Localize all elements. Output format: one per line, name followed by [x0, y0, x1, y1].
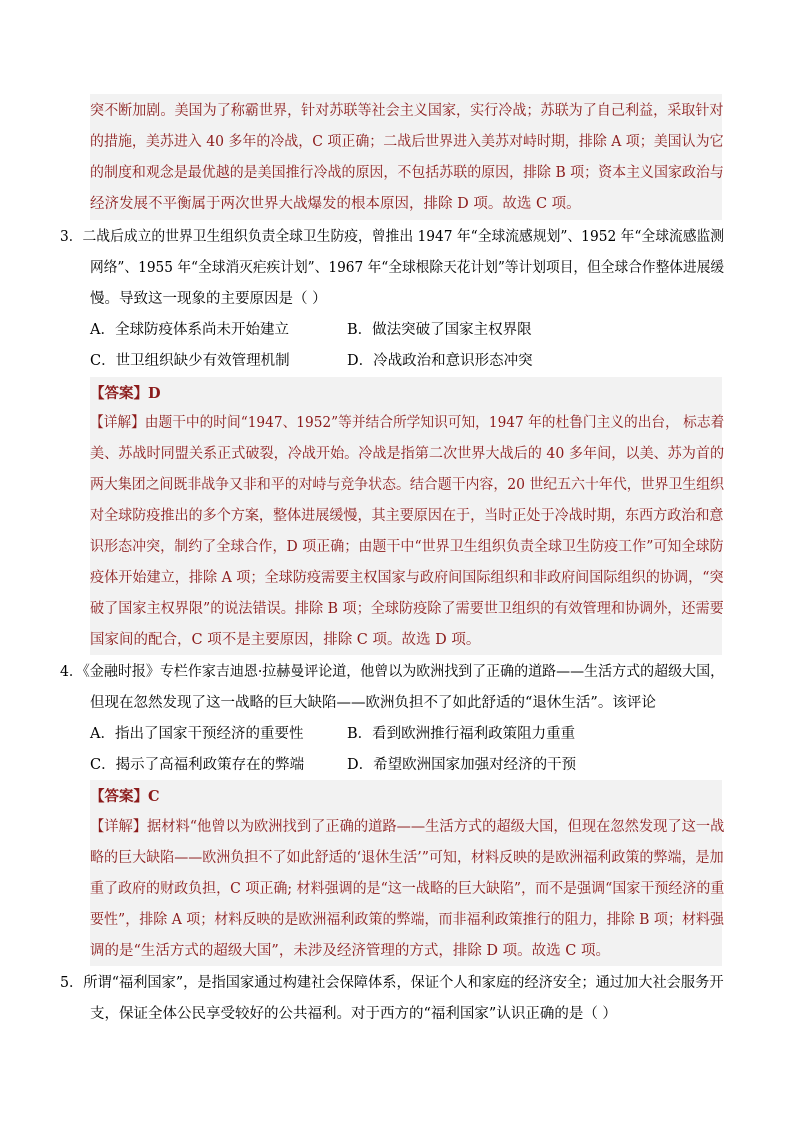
q4-option-b: B．看到欧洲推行福利政策阻力重重: [347, 726, 576, 742]
prev-explanation-line: 突不断加剧。美国为了称霸世界，针对苏联等社会主义国家，实行冷战；苏联为了自己利益，采取针对: [90, 103, 724, 119]
q3-option-b: B．做法突破了国家主权界限: [347, 322, 532, 338]
q4-option-d: D．希望欧洲国家加强对经济的干预: [347, 757, 577, 773]
q3-stem-line: 网络”、1955 年“全球消灭疟疾计划”、1967 年“全球根除天花计划”等计划项目，但全球合作整体进展缓: [90, 260, 725, 276]
q4-explanation-line: 重了政府的财政负担，C 项正确; 材料强调的是“这一战略的巨大缺陷”，而不是强调“国家干预经济的重: [90, 881, 725, 897]
q3-explanation-line: 疫体开始建立，排除 A 项；全球防疫需要主权国家与政府间国际组织和非政府间国际组织的协调，“突: [90, 570, 724, 586]
q4-stem-line: 4．《金融时报》专栏作家吉迪恩·拉赫曼评论道，他曾以为欧洲找到了正确的道路——生活方式的超级大国，: [60, 664, 725, 680]
q3-explanation-line: 两大集团之间既非战争又非和平的对峙与竞争状态。结合题干内容，20 世纪五六十年代，世界卫生组织: [90, 477, 725, 493]
q4-stem-line: 但现在忽然发现了这一战略的巨大缺陷——欧洲负担不了如此舒适的“退休生活”。该评论: [90, 695, 656, 711]
q5-stem-line: 5．所谓“福利国家”，是指国家通过构建社会保障体系，保证个人和家庭的经济安全；通过加大社会服务开: [60, 975, 724, 991]
q3-explanation-line: 识形态冲突，制约了全球合作，D 项正确；由题干中“世界卫生组织负责全球卫生防疫工作”可知全球防: [90, 539, 724, 555]
q4-explanation-line: 【详解】据材料“他曾以为欧洲找到了正确的道路——生活方式的超级大国，但现在忽然发现了这一战: [90, 819, 725, 835]
q3-explanation-line: 国家间的配合，C 项不是主要原因，排除 C 项。故选 D 项。: [90, 632, 481, 648]
q3-explanation-line: 【详解】由题干中的时间“1947、1952”等并结合所学知识可知，1947 年的杜鲁门主义的出台， 标志着: [90, 415, 725, 431]
prev-explanation-line: 的措施，美苏进入 40 多年的冷战，C 项正确；二战后世界进入美苏对峙时期，排除 A 项；美国认为它: [90, 134, 724, 150]
q3-option-c: C．世卫组织缺少有效管理机制: [90, 353, 290, 369]
q3-explanation-line: 对全球防疫推出的多个方案，整体进展缓慢，其主要原因在于，当时正处于冷战时期，东西方政治和意: [90, 508, 724, 524]
q4-explanation-line: 要性”，排除 A 项；材料反映的是欧洲福利政策的弊端，而非福利政策推行的阻力，排除 B 项；材料强: [90, 912, 725, 928]
q3-explanation-line: 破了国家主权界限”的说法错误。排除 B 项；全球防疫除了需要世卫组织的有效管理和协调外，还需要: [90, 601, 724, 617]
q4-answer: 【答案】C: [90, 788, 160, 805]
q3-stem-line: 慢。导致这一现象的主要原因是（ ）: [90, 291, 327, 307]
prev-explanation-line: 经济发展不平衡属于两次世界大战爆发的根本原因，排除 D 项。故选 C 项。: [90, 196, 581, 212]
q5-stem-line: 支，保证全体公民享受较好的公共福利。对于西方的“福利国家”认识正确的是（ ）: [90, 1006, 617, 1022]
q4-option-c: C．揭示了高福利政策存在的弊端: [90, 757, 305, 773]
q4-explanation-line: 调的是“生活方式的超级大国”，未涉及经济管理的方式，排除 D 项。故选 C 项。: [90, 943, 610, 959]
q3-answer: 【答案】D: [90, 385, 161, 402]
q4-option-a: A．指出了国家干预经济的重要性: [90, 726, 304, 742]
q3-stem-line: 3．二战后成立的世界卫生组织负责全球卫生防疫，曾推出 1947 年“全球流感规划”、1952 年“全球流感监测: [60, 229, 725, 245]
q3-option-a: A．全球防疫体系尚未开始建立: [90, 322, 289, 338]
q4-explanation-line: 略的巨大缺陷——欧洲负担不了如此舒适的‘退休生活’”可知，材料反映的是欧洲福利政策的弊端，是加: [90, 850, 724, 866]
q3-option-d: D．冷战政治和意识形态冲突: [347, 353, 533, 369]
q3-explanation-line: 美、苏战时同盟关系正式破裂，冷战开始。冷战是指第二次世界大战后的 40 多年间，以美、苏为首的: [90, 446, 725, 462]
prev-explanation-line: 的制度和观念是最优越的是美国推行冷战的原因，不包括苏联的原因，排除 B 项；资本主义国家政治与: [90, 165, 724, 181]
